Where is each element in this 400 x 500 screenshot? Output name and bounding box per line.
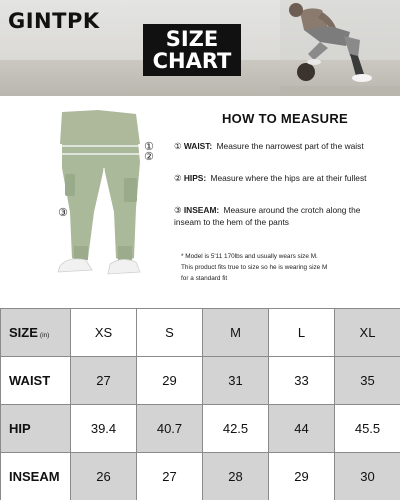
- measure-item-waist: [174, 141, 389, 153]
- table-cell: 28: [203, 453, 269, 500]
- note-line: for a standard fit: [181, 275, 228, 282]
- how-to-measure-title: HOW TO MEASURE: [221, 111, 349, 126]
- marker-3: [58, 206, 68, 219]
- brand-logo: GINTPK: [8, 9, 100, 33]
- item-number: ①: [174, 141, 182, 151]
- model-figure: [40, 108, 170, 300]
- item-text: Measure around the crotch along the inseam to the hem of the pants: [174, 205, 361, 227]
- row-label-waist: WAIST: [1, 357, 71, 405]
- row-label-inseam: INSEAM: [1, 453, 71, 500]
- table-cell: 40.7: [137, 405, 203, 453]
- table-cell: 35: [335, 357, 400, 405]
- item-term: WAIST:: [183, 141, 213, 151]
- item-text: Measure where the hips are at their fullest: [210, 173, 367, 183]
- item-number: ②: [174, 173, 182, 183]
- size-col-s: S: [137, 309, 203, 357]
- size-chart-title-box: [143, 24, 241, 76]
- table-header-row: [1, 309, 400, 357]
- item-text: Measure the narrowest part of the waist: [216, 141, 364, 151]
- measure-item-inseam: [174, 205, 389, 228]
- marker-2: [144, 150, 154, 163]
- table-cell: 45.5: [335, 405, 400, 453]
- size-col-xl: XL: [335, 309, 400, 357]
- table-cell: 29: [137, 357, 203, 405]
- item-number: ③: [174, 205, 182, 215]
- model-fit-note: [181, 251, 391, 284]
- table-cell: 39.4: [71, 405, 137, 453]
- table-cell: 30: [335, 453, 400, 500]
- svg-text:②: ②: [144, 150, 154, 163]
- table-cell: 44: [269, 405, 335, 453]
- item-term: INSEAM:: [183, 205, 220, 215]
- row-label-hip: HIP: [1, 405, 71, 453]
- header-banner: [0, 0, 400, 96]
- title-line-size: SIZE: [165, 27, 219, 51]
- table-row: [1, 357, 400, 405]
- item-term: HIPS:: [183, 173, 207, 183]
- title-line-chart: CHART: [152, 49, 232, 73]
- size-table: [0, 308, 400, 500]
- table-cell: 42.5: [203, 405, 269, 453]
- measure-item-hips: [174, 173, 389, 185]
- table-row: [1, 405, 400, 453]
- table-cell: 27: [137, 453, 203, 500]
- note-line: This product fits true to size so he is wearing size M: [181, 264, 328, 271]
- table-cell: 29: [269, 453, 335, 500]
- model-shirt: [60, 110, 140, 144]
- svg-text:①: ①: [144, 140, 154, 153]
- note-line: * Model is 5'11 170lbs and usually wears size M.: [181, 253, 318, 260]
- size-header-label: SIZE: [9, 325, 38, 340]
- size-header-cell: [1, 309, 71, 357]
- table-cell: 33: [269, 357, 335, 405]
- athlete-photo: [280, 0, 400, 96]
- size-header-unit: (in): [39, 332, 50, 339]
- table-cell: 27: [71, 357, 137, 405]
- table-row: [1, 453, 400, 500]
- size-col-m: M: [203, 309, 269, 357]
- svg-text:③: ③: [58, 206, 68, 219]
- table-cell: 31: [203, 357, 269, 405]
- size-col-l: L: [269, 309, 335, 357]
- size-col-xs: XS: [71, 309, 137, 357]
- table-cell: 26: [71, 453, 137, 500]
